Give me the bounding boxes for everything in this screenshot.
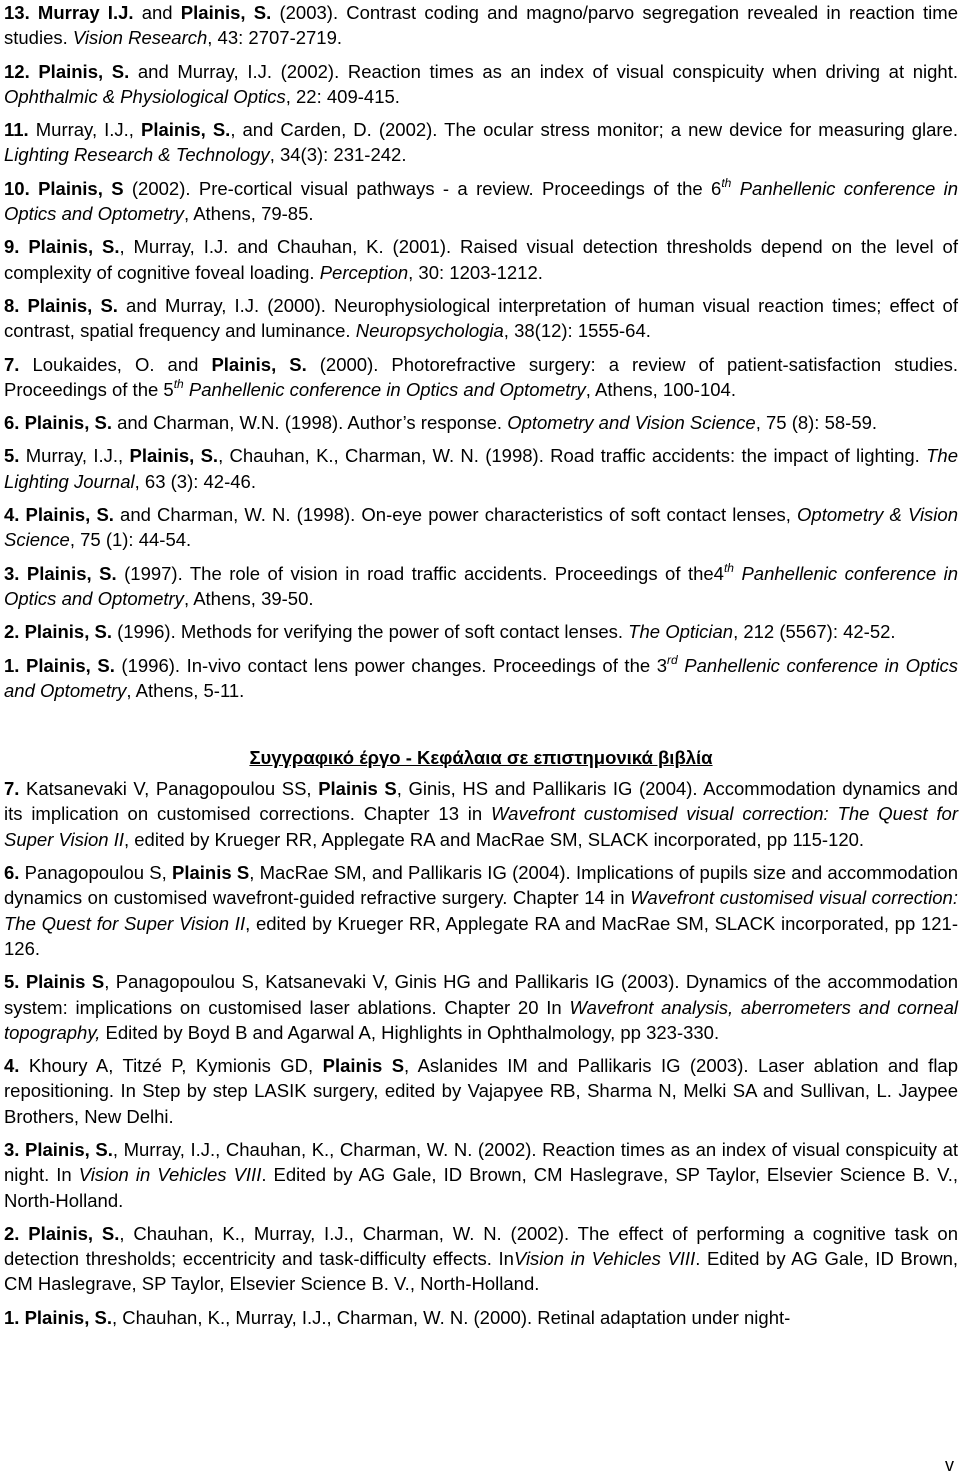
book-chapters-list — [4, 776, 958, 1330]
reference-segment: 2. Plainis, S. — [4, 1222, 120, 1244]
reference-segment: Wavefront customised visual correction: The Quest for Super Vision II — [4, 803, 958, 850]
reference-segment: , 30: 1203-1212. — [408, 261, 543, 283]
publications-list — [4, 0, 958, 703]
reference-segment: , Murray, I.J., Chauhan, K., Charman, W. N. (2002). Reaction times as an index of visual conspicuity at night. In — [4, 1138, 958, 1186]
reference-segment: and Charman, W. N. (1998). On-eye power characteristics of soft contact lenses, — [113, 504, 798, 526]
reference-segment: 7. — [4, 353, 20, 375]
reference-segment: 4. — [4, 1055, 20, 1077]
reference-segment: . Edited by AG Gale, ID Brown, CM Haslegrave, SP Taylor, Elsevier Science B. V., North-Holland. — [4, 1164, 959, 1211]
reference-segment: and Charman, W.N. (1998). Author’s response. — [111, 412, 508, 434]
reference-segment: Plainis, S. — [129, 445, 219, 467]
reference-segment: (1996). Methods for verifying the power of soft contact lenses. — [111, 621, 629, 643]
reference-segment: Wavefront customised visual correction: The Quest for Super Vision II — [4, 887, 958, 934]
reference-segment: , Athens, 79-85. — [183, 203, 314, 225]
reference-entry — [4, 176, 958, 227]
reference-segment: , edited by Krueger RR, Applegate RA and MacRae SM, SLACK incorporated, pp 121-126. — [4, 912, 958, 959]
reference-entry — [4, 293, 958, 344]
reference-segment: Vision in Vehicles VIII — [78, 1164, 262, 1186]
reference-entry — [4, 410, 958, 435]
reference-segment: Vision Research — [72, 27, 208, 49]
reference-segment: th — [721, 175, 732, 190]
reference-segment: 3. Plainis, S. — [4, 1138, 113, 1160]
reference-segment: 4. Plainis, S. — [4, 504, 114, 526]
reference-segment: . Edited by AG Gale, ID Brown, CM Haslegrave, SP Taylor, Elsevier Science B. V., North-Holland. — [4, 1248, 958, 1295]
reference-segment: (2002). Pre-cortical visual pathways - a review. Proceedings of the 6 — [123, 177, 722, 199]
reference-segment: Khoury A, Titzé P, Kymionis GD, — [19, 1055, 323, 1077]
reference-segment: Ophthalmic & Physiological Optics — [4, 85, 286, 107]
reference-segment: Katsanevaki V, Panagopoulou SS, — [19, 778, 319, 800]
reference-segment: Lighting Research & Technology — [4, 144, 270, 166]
reference-segment: , Panagopoulou S, Katsanevaki V, Ginis HG and Pallikaris IG (2003). Dynamics of the accommodation system: implications on customised laser ablations. Chapter 20 In — [4, 971, 959, 1018]
reference-segment: Murray, I.J., — [19, 445, 130, 467]
reference-segment: , MacRae SM, and Pallikaris IG (2004). Implications of pupils size and accommodation dynamics on customised wavefront-guided refractive surgery. Chapter 14 in — [4, 862, 958, 909]
reference-segment: , 212 (5567): 42-52. — [733, 621, 896, 643]
reference-entry — [4, 352, 958, 403]
reference-entry — [4, 619, 958, 644]
reference-entry — [4, 561, 958, 612]
reference-segment: 5. — [4, 445, 20, 467]
reference-segment: (2003). Contrast coding and magno/parvo segregation revealed in reaction time studies. — [4, 2, 958, 49]
reference-segment: Optometry & Vision Science — [4, 504, 958, 551]
reference-segment: Plainis S — [172, 862, 250, 884]
reference-segment: 10. Plainis, S — [4, 177, 124, 199]
reference-segment: Vision in Vehicles VIII — [513, 1248, 696, 1270]
reference-segment: (2000). Photorefractive surgery: a review of patient-satisfaction studies. Proceedings of the 5 — [4, 353, 959, 400]
reference-segment: The Optician — [628, 621, 734, 643]
reference-segment: , Chauhan, K., Murray, I.J., Charman, W. N. (2000). Retinal adaptation under night- — [111, 1306, 791, 1328]
reference-segment: , Athens, 100-104. — [585, 378, 736, 400]
reference-entry — [4, 443, 958, 494]
reference-segment: , 75 (1): 44-54. — [69, 529, 192, 551]
reference-segment: , Athens, 5-11. — [126, 679, 245, 701]
reference-entry — [4, 1221, 958, 1297]
reference-segment: 8. Plainis, S. — [4, 294, 118, 316]
section-heading: Συγγραφικό έργο - Κεφάλαια σε επιστημονικά βιβλία — [249, 747, 713, 769]
reference-segment: 3. Plainis, S. — [4, 562, 117, 584]
reference-entry — [4, 860, 958, 961]
reference-segment: , 43: 2707-2719. — [207, 27, 343, 49]
reference-segment: and — [141, 2, 181, 23]
reference-segment: 6. Plainis, S. — [4, 412, 112, 434]
reference-segment: , Chauhan, K., Charman, W. N. (1998). Road traffic accidents: the impact of lighting. — [218, 445, 927, 467]
reference-entry — [4, 969, 958, 1045]
reference-segment: , edited by Krueger RR, Applegate RA and MacRae SM, SLACK incorporated, pp 115-120. — [123, 828, 865, 850]
reference-segment: Wavefront analysis, aberrometers and corneal topography, — [4, 996, 958, 1043]
reference-segment: Panhellenic conference in Optics and Optometry — [4, 654, 959, 701]
reference-segment — [731, 178, 739, 199]
reference-segment: and Murray, I.J. (2000). Neurophysiological interpretation of human visual reaction times; effect of contrast, spatial frequency and luminance. — [4, 294, 958, 342]
reference-segment: Panagopoulou S, — [19, 862, 173, 884]
reference-entry — [4, 1137, 958, 1213]
reference-segment: Plainis S — [318, 778, 397, 800]
reference-segment: 9. Plainis, S. — [4, 236, 120, 258]
reference-segment: 13. Murray I.J. — [4, 2, 142, 23]
reference-entry — [4, 234, 958, 285]
reference-entry — [4, 0, 958, 51]
reference-segment: , Ginis, HS and Pallikaris IG (2004). Accommodation dynamics and its implication on customised corrections. Chapter 13 in — [4, 778, 959, 825]
reference-segment: , 75 (8): 58-59. — [755, 412, 878, 434]
reference-segment: th — [723, 560, 734, 575]
reference-segment: 1. Plainis, S. — [4, 1306, 112, 1328]
reference-entry — [4, 117, 958, 168]
reference-segment: Panhellenic conference in Optics and Optometry — [4, 562, 959, 609]
reference-entry — [4, 502, 958, 553]
reference-segment: Panhellenic conference in Optics and Optometry — [4, 177, 959, 225]
reference-segment: Optometry and Vision Science — [507, 412, 756, 434]
reference-segment: , 63 (3): 42-46. — [134, 470, 256, 492]
reference-segment: Neuropsychologia — [355, 320, 504, 342]
reference-segment: (1996). In-vivo contact lens power changes. Proceedings of the 3 — [114, 654, 668, 676]
reference-segment: , and Carden, D. (2002). The ocular stress monitor; a new device for measuring glare. — [230, 119, 958, 141]
reference-segment: Perception — [319, 261, 409, 283]
reference-segment: , 34(3): 231-242. — [269, 144, 407, 166]
reference-segment: The Lighting Journal — [4, 445, 958, 492]
reference-segment: Murray, I.J., — [28, 119, 141, 141]
document-page — [4, 0, 958, 1338]
reference-segment: , 38(12): 1555-64. — [503, 320, 651, 342]
reference-segment: , 22: 409-415. — [285, 85, 400, 107]
reference-segment: th — [173, 376, 184, 391]
reference-segment: 2. Plainis, S. — [4, 621, 112, 643]
reference-segment: and Murray, I.J. (2002). Reaction times as an index of visual conspicuity when driving at night. — [129, 60, 958, 82]
reference-segment: 12. Plainis, S. — [4, 60, 130, 82]
reference-segment: , Athens, 39-50. — [183, 587, 314, 609]
reference-segment: 1. Plainis, S. — [4, 654, 115, 676]
reference-segment: 6. — [4, 862, 20, 884]
reference-segment: , Aslanides IM and Pallikaris IG (2003). Laser ablation and flap repositioning. In Step by step LASIK surgery, edited by Vajapyee RB, Sharma N, Melki SA and Sullivan, L. Jaypee Brothers, New Delhi. — [4, 1055, 959, 1127]
reference-segment: 5. Plainis S — [4, 971, 105, 993]
reference-segment: Plainis, S. — [141, 119, 231, 141]
reference-segment: , Chauhan, K., Murray, I.J., Charman, W. N. (2002). The effect of performing a cognitive task on detection thresholds; eccentricity and task-difficulty effects. In — [4, 1222, 958, 1270]
reference-segment: , Murray, I.J. and Chauhan, K. (2001). Raised visual detection thresholds depend on the level of complexity of cognitive foveal loading. — [4, 236, 958, 283]
reference-entry — [4, 59, 958, 110]
reference-segment: Plainis, S. — [211, 353, 307, 375]
reference-entry — [4, 776, 958, 852]
reference-segment: Plainis, S. — [180, 2, 272, 23]
reference-segment: (1997). The role of vision in road traffic accidents. Proceedings of the4 — [116, 562, 724, 584]
reference-segment: Loukaides, O. and — [19, 353, 212, 375]
page-number: v — [945, 1455, 954, 1475]
reference-segment: Plainis S — [322, 1055, 405, 1077]
reference-segment: Panhellenic conference in Optics and Optometry — [188, 378, 586, 400]
reference-segment: 11. — [4, 119, 29, 141]
reference-segment: 7. — [4, 778, 20, 800]
reference-entry — [4, 1305, 958, 1330]
reference-entry — [4, 1053, 958, 1129]
reference-entry — [4, 653, 958, 704]
reference-segment: rd — [667, 652, 678, 667]
reference-segment: Edited by Boyd B and Agarwal A, Highlights in Ophthalmology, pp 323-330. — [100, 1021, 720, 1043]
